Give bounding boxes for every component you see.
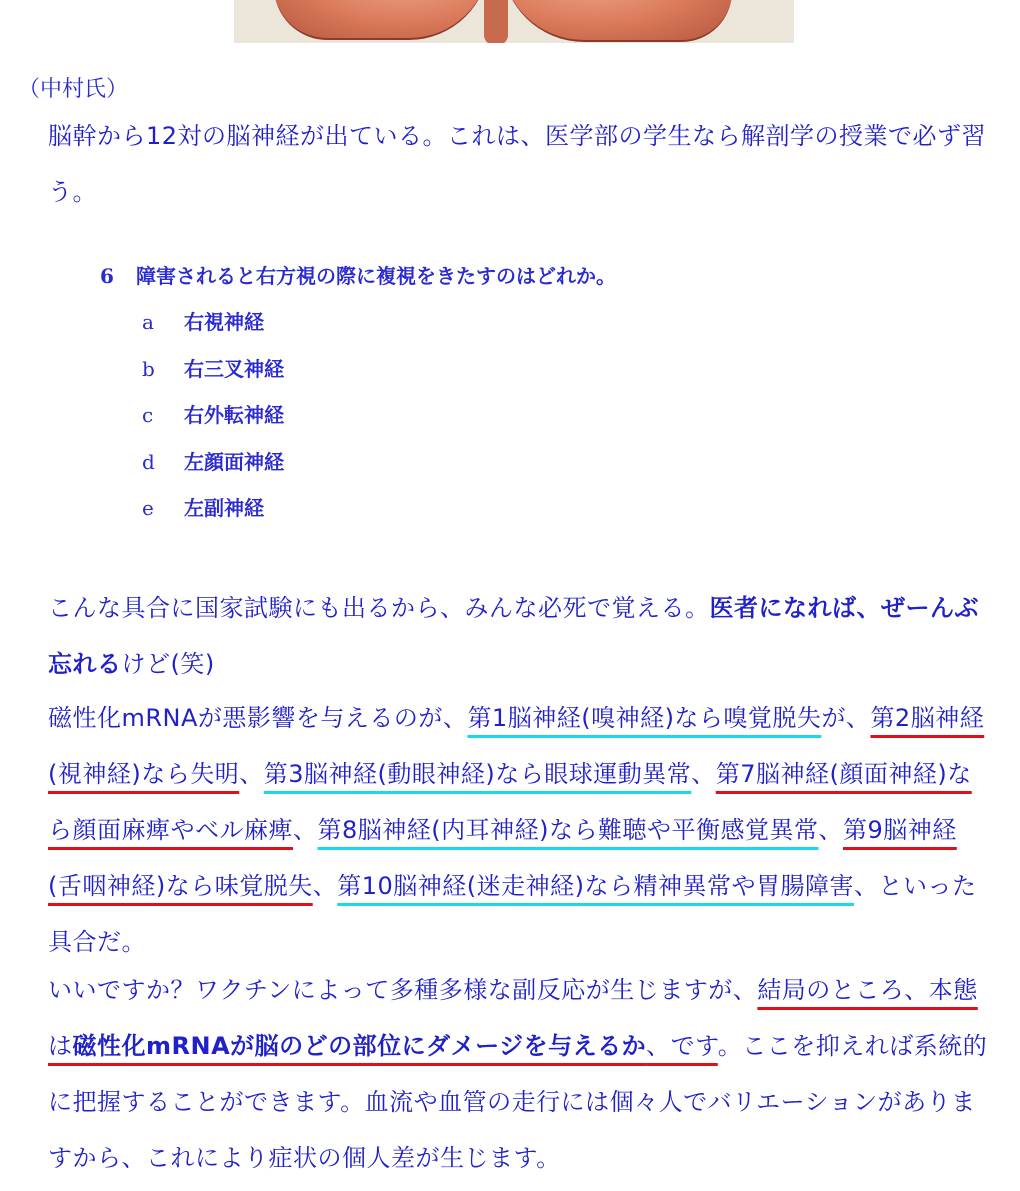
nerve-separator: 、 [818, 816, 843, 844]
exam-comment-tail: けど(笑) [121, 650, 215, 678]
exam-question [100, 260, 616, 539]
choice-text: 左副神経 [184, 496, 264, 520]
choice-text: 右三叉神経 [184, 356, 284, 381]
summary-lead: いいですか？ワクチンによって多種多様な副反応が生じますが、 [48, 976, 758, 1004]
brain-anatomy-image [234, 0, 794, 43]
choice-letter: e [142, 496, 154, 520]
choice-list [142, 306, 616, 539]
nerve-separator: 、 [293, 816, 318, 844]
exam-comment-text: こんな具合に国家試験にも出るから、みんな必死で覚える。 [48, 594, 710, 622]
nerve-item-10: 第10脳神経(迷走神経)なら精神異常や胃腸障害 [337, 872, 854, 900]
nerve-effects-paragraph [48, 690, 988, 970]
summary-key-post: 、です [646, 1032, 718, 1060]
choice-text: 右視神経 [184, 310, 264, 334]
choice-item [142, 446, 616, 493]
choice-item [142, 306, 616, 353]
intro-paragraph: 脳幹から12対の脳神経が出ている。これは、医学部の学生なら解剖学の授業で必ず習う。 [48, 122, 987, 206]
nerve-item-2: 第2脳神経(視神経)なら失明 [48, 704, 985, 788]
nerve-effects-tail: といった具合だ。 [48, 872, 977, 956]
brainstem [484, 0, 508, 43]
nerve-effects-lead: 磁性化mRNAが悪影響を与えるのが、 [48, 704, 468, 732]
summary-tail: 。ここを抑えれば系統的に把握することができます。血流や血管の走行には個々人でバリエーションがありますから、これにより症状の個人差が生じます。 [48, 1032, 988, 1172]
question-text: 障害されると右方視の際に複視をきたすのはどれか。 [136, 264, 616, 288]
question-line [100, 260, 616, 296]
nerve-item-1: 第1脳神経(嗅神経)なら嗅覚脱失 [467, 704, 822, 732]
emphasis-forget: 医者になれば、ぜーんぶ忘れる [48, 594, 979, 678]
nerve-item-7: 第7脳神経(顔面神経)なら顔面麻痺やベル麻痺 [48, 760, 972, 844]
nerve-item-8: 第8脳神経(内耳神経)なら難聴や平衡感覚異常 [317, 816, 819, 844]
choice-item [142, 399, 616, 446]
choice-item [142, 492, 616, 539]
nerve-separator: 、 [239, 760, 264, 788]
speaker-label: （中村氏） [18, 77, 129, 102]
nerve-separator: 、 [312, 872, 338, 900]
summary-key-bold: 磁性化mRNAが脳のどの部位にダメージを与えるか [72, 1032, 647, 1060]
choice-letter: b [142, 356, 155, 381]
nerve-separator: 、 [691, 760, 716, 788]
cerebellum-left-lobe [274, 0, 489, 40]
cerebellum-right-lobe [502, 0, 732, 42]
choice-letter: a [142, 310, 154, 334]
question-number: 6 [100, 264, 114, 288]
choice-letter: d [142, 449, 155, 474]
choice-letter: c [142, 403, 154, 427]
exam-comment-paragraph [48, 580, 988, 692]
choice-text: 右外転神経 [184, 403, 284, 427]
nerve-separator: 、 [854, 872, 879, 900]
summary-paragraph [48, 962, 988, 1186]
nerve-separator: が、 [821, 704, 871, 732]
nerve-item-3: 第3脳神経(動眼神経)なら眼球運動異常 [263, 760, 692, 788]
choice-item [142, 353, 616, 400]
summary-key-pre: 結局のところ、本態は [48, 976, 978, 1060]
nerve-item-9: 第9脳神経(舌咽神経)なら味覚脱失 [48, 816, 957, 900]
choice-text: 左顔面神経 [184, 449, 284, 474]
